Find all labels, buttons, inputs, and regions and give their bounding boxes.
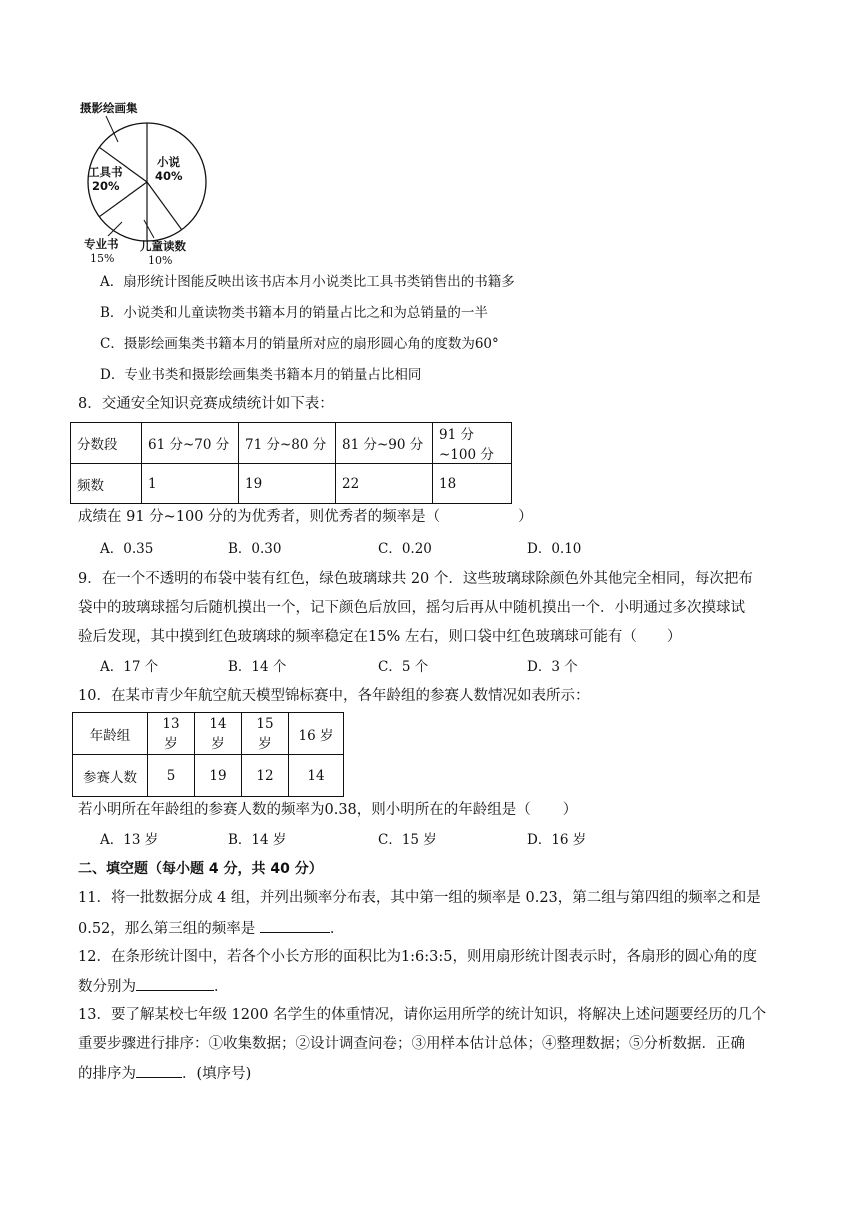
pie-label-pro: 专业书 [84, 237, 119, 251]
q8-option-d: D．0.10 [527, 541, 582, 557]
q10-td-2: 19 [195, 755, 242, 797]
pie-label-tools: 工具书 [88, 165, 123, 179]
q8-option-b: B．0.30 [228, 541, 282, 557]
q9-line-1: 9．在一个不透明的布袋中装有红色，绿色玻璃球共 20 个．这些玻璃球除颜色外其他完全相同，每次把布 [78, 571, 753, 587]
q10-td-4: 14 [289, 755, 344, 797]
q13-answer-blank[interactable] [136, 1063, 182, 1078]
q12-line-1: 12．在条形统计图中，若各个小长方形的面积比为1:6:3:5，则用扇形统计图表示时，各扇形的圆心角的度 [78, 949, 758, 965]
q7-option-c: C．摄影绘画集类书籍本月的销量所对应的扇形圆心角的度数为60° [100, 336, 499, 352]
q10-option-a: A．13 岁 [100, 832, 159, 848]
q8-question-text: 成绩在 91 分~100 分的为优秀者，则优秀者的频率是（ [78, 509, 441, 525]
q8-th-3: 81 分~90 分 [336, 423, 433, 464]
q11-line-2-text: 0.52，那么第三组的频率是 [78, 921, 260, 937]
q10-th-1: 13 岁 [148, 713, 195, 755]
q8-td-2: 19 [239, 464, 336, 504]
q10-th-4: 16 岁 [289, 713, 344, 755]
q8-option-a: A．0.35 [100, 541, 154, 557]
q10-table [72, 712, 344, 797]
q11-line-2-end: ． [329, 921, 345, 937]
q8-th-0: 分数段 [71, 423, 142, 464]
q9-line-3 [78, 627, 681, 647]
q13-line-3-end: ．(填序号) [182, 1066, 252, 1082]
q11-line-1: 11．将一批数据分成 4 组，并列出频率分布表，其中第一组的频率是 0.23，第二组与第四组的频率之和是 [78, 890, 761, 906]
q10-td-0: 参赛人数 [73, 755, 148, 797]
q10-option-d: D．16 岁 [527, 832, 587, 848]
q10-question-close: ） [562, 802, 578, 818]
q13-line-1: 13．要了解某校七年级 1200 名学生的体重情况，请你运用所学的统计知识，将解决上述问题要经历的几个 [78, 1007, 767, 1023]
q10-th-2: 14 岁 [195, 713, 242, 755]
q9-line-3-close: ） [666, 629, 682, 645]
q8-table [70, 422, 512, 504]
q9-option-c: C．5 个 [378, 659, 429, 675]
q9-line-2: 袋中的玻璃球摇匀后随机摸出一个，记下颜色后放回，摇匀后再从中随机摸出一个．小明通过多次摸球试 [78, 600, 745, 616]
q10-question-text: 若小明所在年龄组的参赛人数的频率为0.38，则小明所在的年龄组是（ [78, 802, 531, 818]
q8-td-1: 1 [142, 464, 239, 504]
q9-line-3-text: 验后发现，其中摸到红色玻璃球的频率稳定在15% 左右，则口袋中红色玻璃球可能有（ [78, 629, 637, 645]
q8-question [78, 507, 533, 527]
q8-td-0: 频数 [71, 464, 142, 504]
q8-question-close: ） [518, 509, 533, 525]
pie-label-novel: 小说 [157, 155, 180, 169]
pie-label-kids: 儿童读数 [140, 239, 186, 253]
q7-option-a: A．扇形统计图能反映出该书店本月小说类比工具书类销售出的书籍多 [100, 274, 515, 290]
pie-pct-novel: 40% [155, 169, 183, 183]
q8-th-1: 61 分~70 分 [142, 423, 239, 464]
q9-option-a: A．17 个 [100, 659, 159, 675]
q9-option-b: B．14 个 [228, 659, 287, 675]
q13-line-3 [78, 1063, 251, 1084]
q8-table-header [71, 423, 512, 464]
q9-option-d: D．3 个 [527, 659, 578, 675]
q11-line-2 [78, 918, 344, 939]
q10-th-3: 15 岁 [242, 713, 289, 755]
pie-leader-kids [144, 220, 154, 238]
q8-stem: 8．交通安全知识竞赛成绩统计如下表： [78, 396, 334, 412]
q7-option-d: D．专业书类和摄影绘画集类书籍本月的销量占比相同 [100, 367, 422, 383]
q12-answer-blank[interactable] [136, 976, 214, 991]
q12-line-2-text: 数分别为 [78, 979, 136, 995]
pie-label-photo: 摄影绘画集 [80, 101, 138, 115]
pie-pct-pro: 15% [90, 252, 115, 265]
q10-td-3: 12 [242, 755, 289, 797]
q10-th-0: 年龄组 [73, 713, 148, 755]
q8-option-c: C．0.20 [378, 541, 432, 557]
pie-pct-tools: 20% [92, 179, 120, 193]
q10-td-1: 5 [148, 755, 195, 797]
q7-option-b: B．小说类和儿童读物类书籍本月的销量占比之和为总销量的一半 [100, 305, 488, 321]
q10-question [78, 800, 577, 820]
pie-pct-kids: 10% [148, 254, 173, 267]
q10-option-c: C．15 岁 [378, 832, 437, 848]
q11-answer-blank[interactable] [260, 918, 330, 933]
section-2-heading: 二、填空题（每小题 4 分，共 40 分） [78, 861, 323, 877]
q8-table-row [71, 464, 512, 504]
pie-slice-divider-1 [147, 182, 182, 230]
q12-line-2-end: ． [214, 979, 229, 995]
q10-option-b: B．14 岁 [228, 832, 287, 848]
pie-chart [76, 100, 216, 270]
q10-table-header [73, 713, 344, 755]
q8-td-3: 22 [336, 464, 433, 504]
q8-th-2: 71 分~80 分 [239, 423, 336, 464]
q10-stem: 10．在某市青少年航空航天模型锦标赛中，各年龄组的参赛人数情况如表所示： [78, 688, 590, 704]
q8-th-4: 91 分~100 分 [433, 423, 512, 464]
q12-line-2 [78, 976, 229, 997]
q13-line-2: 重要步骤进行排序：①收集数据；②设计调查问卷；③用样本估计总体；④整理数据；⑤分析数据．正确 [78, 1036, 745, 1052]
q13-line-3-text: 的排序为 [78, 1066, 136, 1082]
q8-td-4: 18 [433, 464, 512, 504]
q10-table-row [73, 755, 344, 797]
